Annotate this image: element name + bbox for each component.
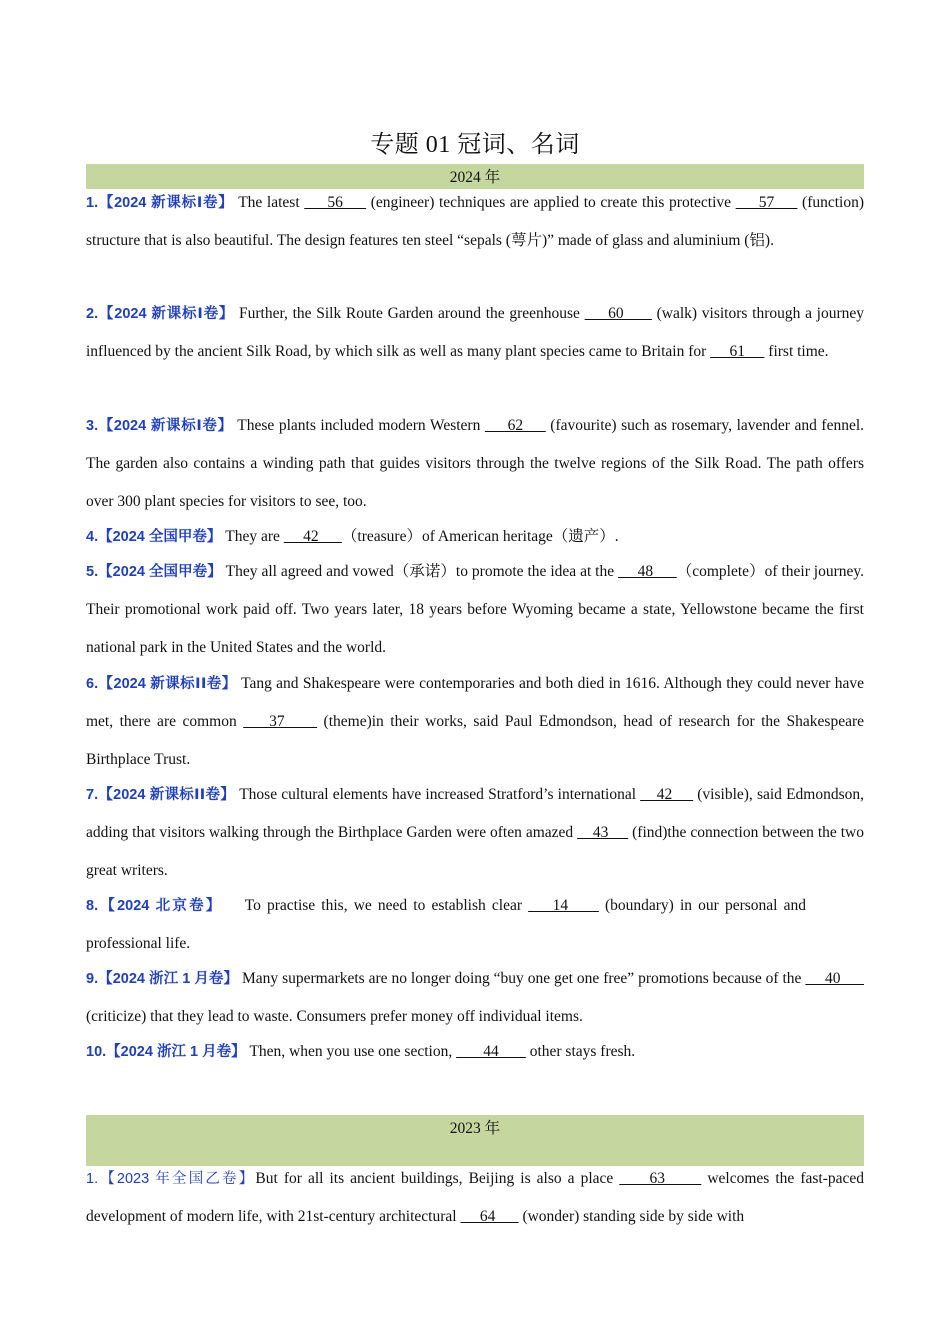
question-source-tag: 7.【2024 新课标ⅠⅠ卷】 (86, 787, 236, 803)
section-year-label: 2023 年 (449, 1120, 501, 1137)
answer-blank: 63 (619, 1170, 702, 1187)
question-text: These plants included modern Western (237, 417, 485, 434)
answer-blank: 61 (710, 343, 765, 360)
question-text: Many supermarkets are no longer doing “buy one get one free” promotions because of the (241, 970, 806, 987)
question-text: (boundary) in our personal and professional life. (86, 897, 806, 952)
question-item (86, 887, 806, 963)
answer-blank: 56 (304, 194, 367, 211)
question-text: (find)the connection between the two great writers. (86, 824, 865, 879)
question-source-tag: 1.【2024 新课标Ⅰ卷】 (86, 195, 234, 211)
question-text: (function) structure that is also beautiful. The design features ten steel “sepals (萼片)” made of glass and aluminium (铝). (86, 194, 865, 249)
question-item (86, 518, 864, 556)
question-text: They all agreed and vowed（承诺）to promote the idea at the (225, 563, 619, 580)
answer-blank: 37 (243, 713, 318, 730)
question-item (86, 553, 864, 667)
question-item (86, 1160, 864, 1236)
question-text: (engineer) techniques are applied to create this protective (366, 194, 736, 211)
question-text: （complete）of their journey. Their promotional work paid off. Two years later, 18 years before Wyoming became a state, Yellowstone became the first national park in the United States and the world. (86, 563, 865, 656)
question-text: But for all its ancient buildings, Beijing is also a place (255, 1170, 620, 1187)
question-text: To practise this, we need to establish clear (244, 897, 529, 914)
section-header-2023 (86, 1115, 864, 1166)
question-item (86, 776, 864, 890)
question-source-tag: 9.【2024 浙江 1 月卷】 (86, 971, 239, 987)
question-text: Further, the Silk Route Garden around the greenhouse (238, 305, 585, 322)
question-text: Tang and Shakespeare were contemporaries and both died in 1616. Although they could never have met, there are common (86, 675, 865, 730)
page-title: 专题 01 冠词、名词 (370, 132, 580, 158)
question-item (86, 1033, 864, 1071)
question-text: Then, when you use one section, (249, 1043, 457, 1060)
section-year-label: 2024 年 (449, 169, 501, 186)
question-source-tag: 2.【2024 新课标Ⅰ卷】 (86, 306, 235, 322)
answer-blank: 48 (618, 563, 677, 580)
question-source-tag: 8.【2024 北京卷】 (86, 898, 223, 914)
answer-blank: 42 (640, 786, 694, 803)
question-text: They are (225, 528, 284, 545)
answer-blank: 64 (460, 1208, 519, 1225)
question-source-tag: 4.【2024 全国甲卷】 (86, 529, 222, 545)
question-source-tag: 3.【2024 新课标Ⅰ卷】 (86, 418, 233, 434)
question-text: (criticize) that they lead to waste. Consumers prefer money off individual items. (86, 1008, 583, 1025)
question-text: （treasure）of American heritage（遗产）. (341, 528, 619, 545)
answer-blank: 57 (735, 194, 798, 211)
question-text: Those cultural elements have increased Stratford’s international (239, 786, 641, 803)
question-source-tag: 6.【2024 新课标ⅠⅠ卷】 (86, 676, 237, 692)
answer-blank: 43 (577, 824, 629, 841)
question-text: other stays fresh. (525, 1043, 636, 1060)
answer-blank: 62 (484, 417, 546, 434)
question-text: welcomes the fast-paced development of modern life, with 21st-century architectural (86, 1170, 865, 1225)
answer-blank: 44 (456, 1043, 526, 1060)
answer-blank: 40 (805, 970, 865, 987)
question-item (86, 665, 864, 779)
question-text: (walk) visitors through a journey influenced by the ancient Silk Road, by which silk as well as many plant species came to Britain for (86, 305, 864, 360)
question-source-tag: 10.【2024 浙江 1 月卷】 (86, 1044, 246, 1060)
question-text: (visible), said Edmondson, adding that visitors walking through the Birthplace Garden were often amazed (86, 786, 865, 841)
question-text: (wonder) standing side by side with (518, 1208, 745, 1225)
answer-blank: 14 (528, 897, 599, 914)
question-text: (theme)in their works, said Paul Edmondson, head of research for the Shakespeare Birthplace Trust. (86, 713, 865, 768)
answer-blank: 42 (283, 528, 342, 545)
question-source-tag: 5.【2024 全国甲卷】 (86, 564, 222, 580)
question-source-tag: 1.【2023 年全国乙卷】 (86, 1171, 256, 1187)
question-item (86, 295, 864, 371)
question-text: (favourite) such as rosemary, lavender and fennel. The garden also contains a winding path that guides visitors through the twelve regions of the Silk Road. The path offers over 300 plant species for visitors to see, too. (86, 417, 865, 510)
question-item (86, 960, 864, 1036)
question-text: first time. (764, 343, 829, 360)
question-text: The latest (238, 194, 305, 211)
question-item (86, 184, 864, 260)
question-item (86, 407, 864, 521)
answer-blank: 60 (584, 305, 652, 322)
